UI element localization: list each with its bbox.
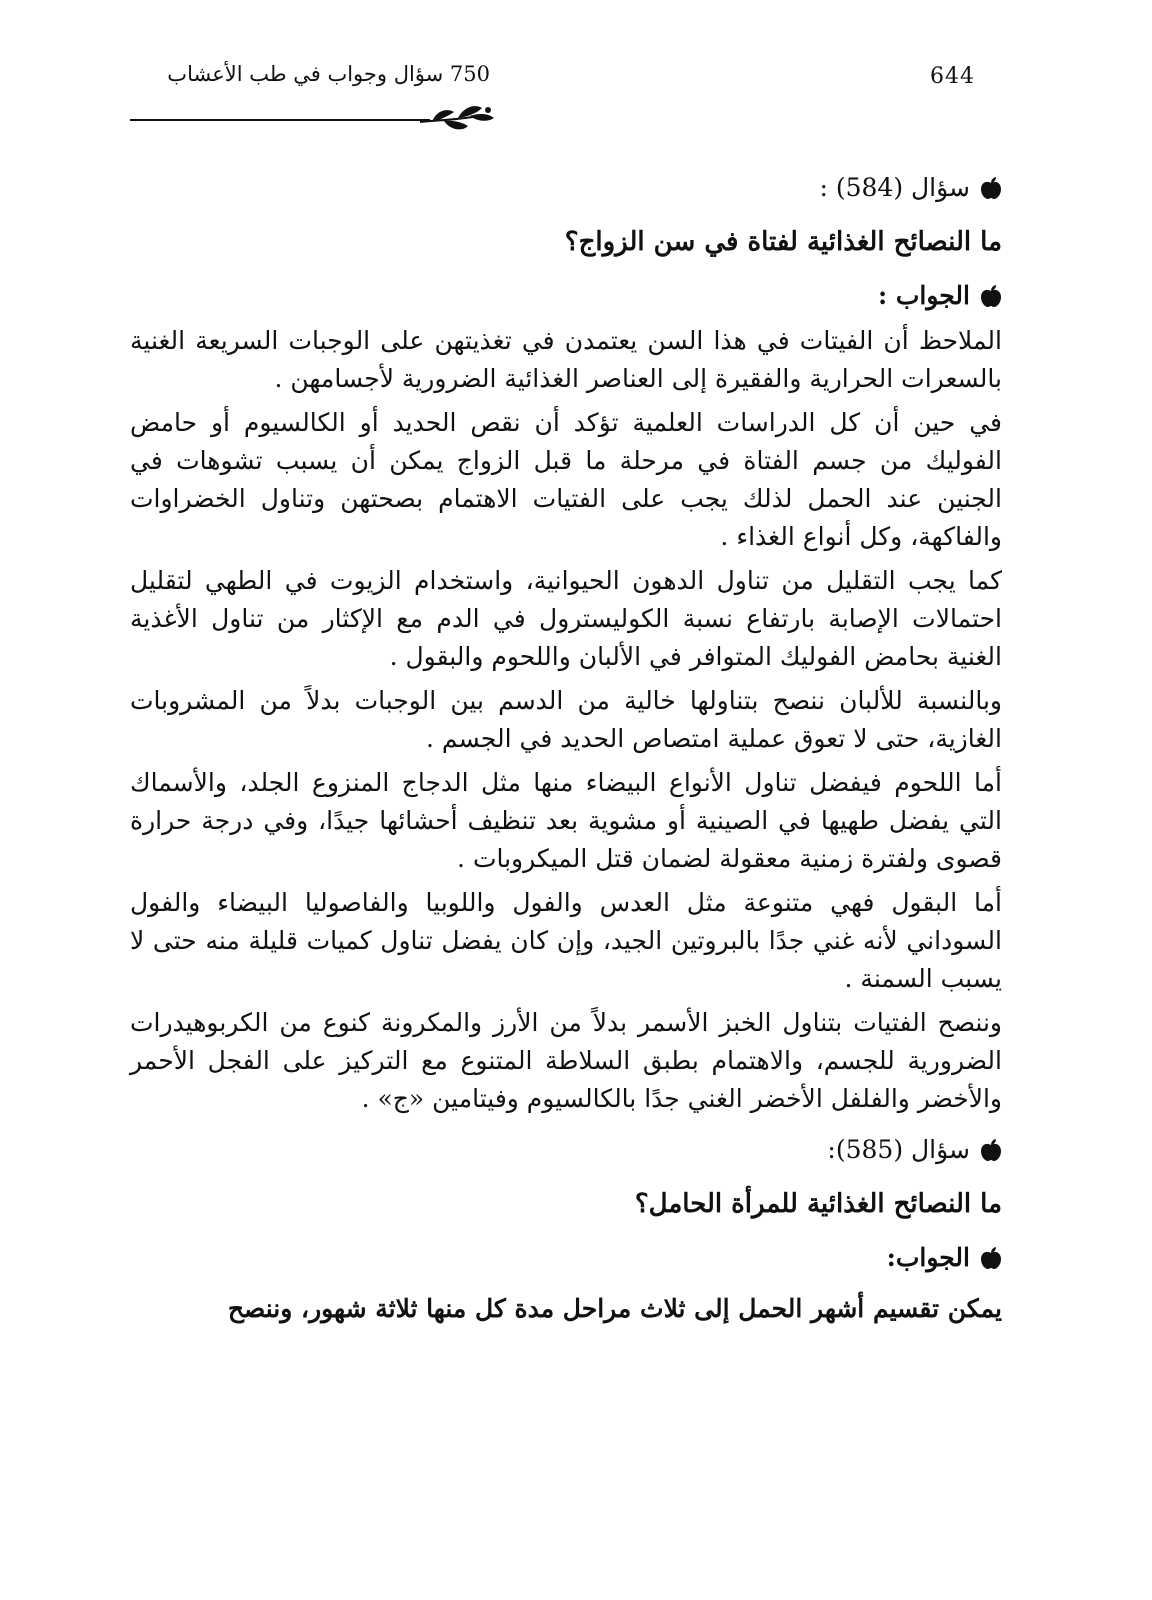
answer-584-paragraph: في حين أن كل الدراسات العلمية تؤكد أن نقص الحديد أو الكالسيوم أو حامض الفوليك من جسم الفتاة في مرحلة ما قبل الزواج يمكن أن يسبب تشوهات في الجنين عند الحمل لذلك يجب على الفتيات الاهتمام بصحتهن وتناول الخضراوات والفاكهة، وكل أنواع الغذاء . [130,408,1002,551]
question-584-heading [130,162,1002,214]
answer-584-paragraph: كما يجب التقليل من تناول الدهون الحيوانية، واستخدام الزيوت في الطهي لتقليل احتمالات الإصابة بارتفاع نسبة الكوليسترول في الدم مع الإكثار من تناول الأغذية الغنية بحامض الفوليك المتوافر في الألبان واللحوم والبقول . [130,566,1002,671]
answer-584-label: الجواب : [877,281,970,310]
answer-584-paragraph: الملاحظ أن الفيتات في هذا السن يعتمدن في تغذيتهن على الوجبات السريعة الغنية بالسعرات الحرارية والفقيرة إلى العناصر الغذائية الضرورية لأجسامهن . [130,326,1002,393]
answer-584-heading [130,270,1002,322]
answer-584-paragraph: أما اللحوم فيفضل تناول الأنواع البيضاء منها مثل الدجاج المنزوع الجلد، والأسماك التي يفضل طهيها في الصينية أو مشوية بعد تنظيف أحشائها جيدًا، وفي درجة حرارة قصوى ولفترة زمنية معقولة لضمان قتل الميكروبات . [130,768,1002,873]
apple-icon [980,284,1002,308]
apple-icon [980,1246,1002,1270]
question-585-heading [130,1124,1002,1176]
answer-584-paragraph: وبالنسبة للألبان ننصح بتناولها خالية من الدسم بين الوجبات بدلاً من المشروبات الغازية، حتى لا تعوق عملية امتصاص الحديد في الجسم . [130,686,1002,753]
question-584-text: ما النصائح الغذائية لفتاة في سن الزواج؟ [564,227,1002,257]
page-content [130,162,1002,1334]
apple-icon [980,1138,1002,1162]
answer-584-paragraph: أما البقول فهي متنوعة مثل العدس والفول واللوبيا والفاصوليا البيضاء والفول السوداني لأنه غني جدًا بالبروتين الجيد، وإن كان يفضل تناول كميات قليلة منه حتى لا يسبب السمنة . [130,888,1002,993]
running-title: 750 سؤال وجواب في طب الأعشاب [167,62,490,86]
question-584-label: سؤال (584) : [819,173,970,202]
answer-585-paragraph: يمكن تقسيم أشهر الحمل إلى ثلاث مراحل مدة كل منها ثلاثة شهور، وننصح [227,1294,1002,1323]
page-number: 644 [930,64,975,89]
header-rule [130,119,430,121]
answer-585-label: الجواب: [886,1243,970,1272]
leaf-ornament-icon [418,100,498,140]
answer-584-paragraph: وننصح الفتيات بتناول الخبز الأسمر بدلاً من الأرز والمكرونة كنوع من الكربوهيدرات الضرورية للجسم، والاهتمام بطبق السلاطة المتنوع مع التركيز على الفجل الأحمر والأخضر والفلفل الأخضر الغني جدًا بالكالسيوم وفيتامين «ج» . [130,1008,1002,1113]
apple-icon [980,176,1002,200]
question-585-text: ما النصائح الغذائية للمرأة الحامل؟ [634,1189,1002,1219]
question-585-label: سؤال (585): [827,1135,970,1164]
answer-585-heading [130,1232,1002,1284]
